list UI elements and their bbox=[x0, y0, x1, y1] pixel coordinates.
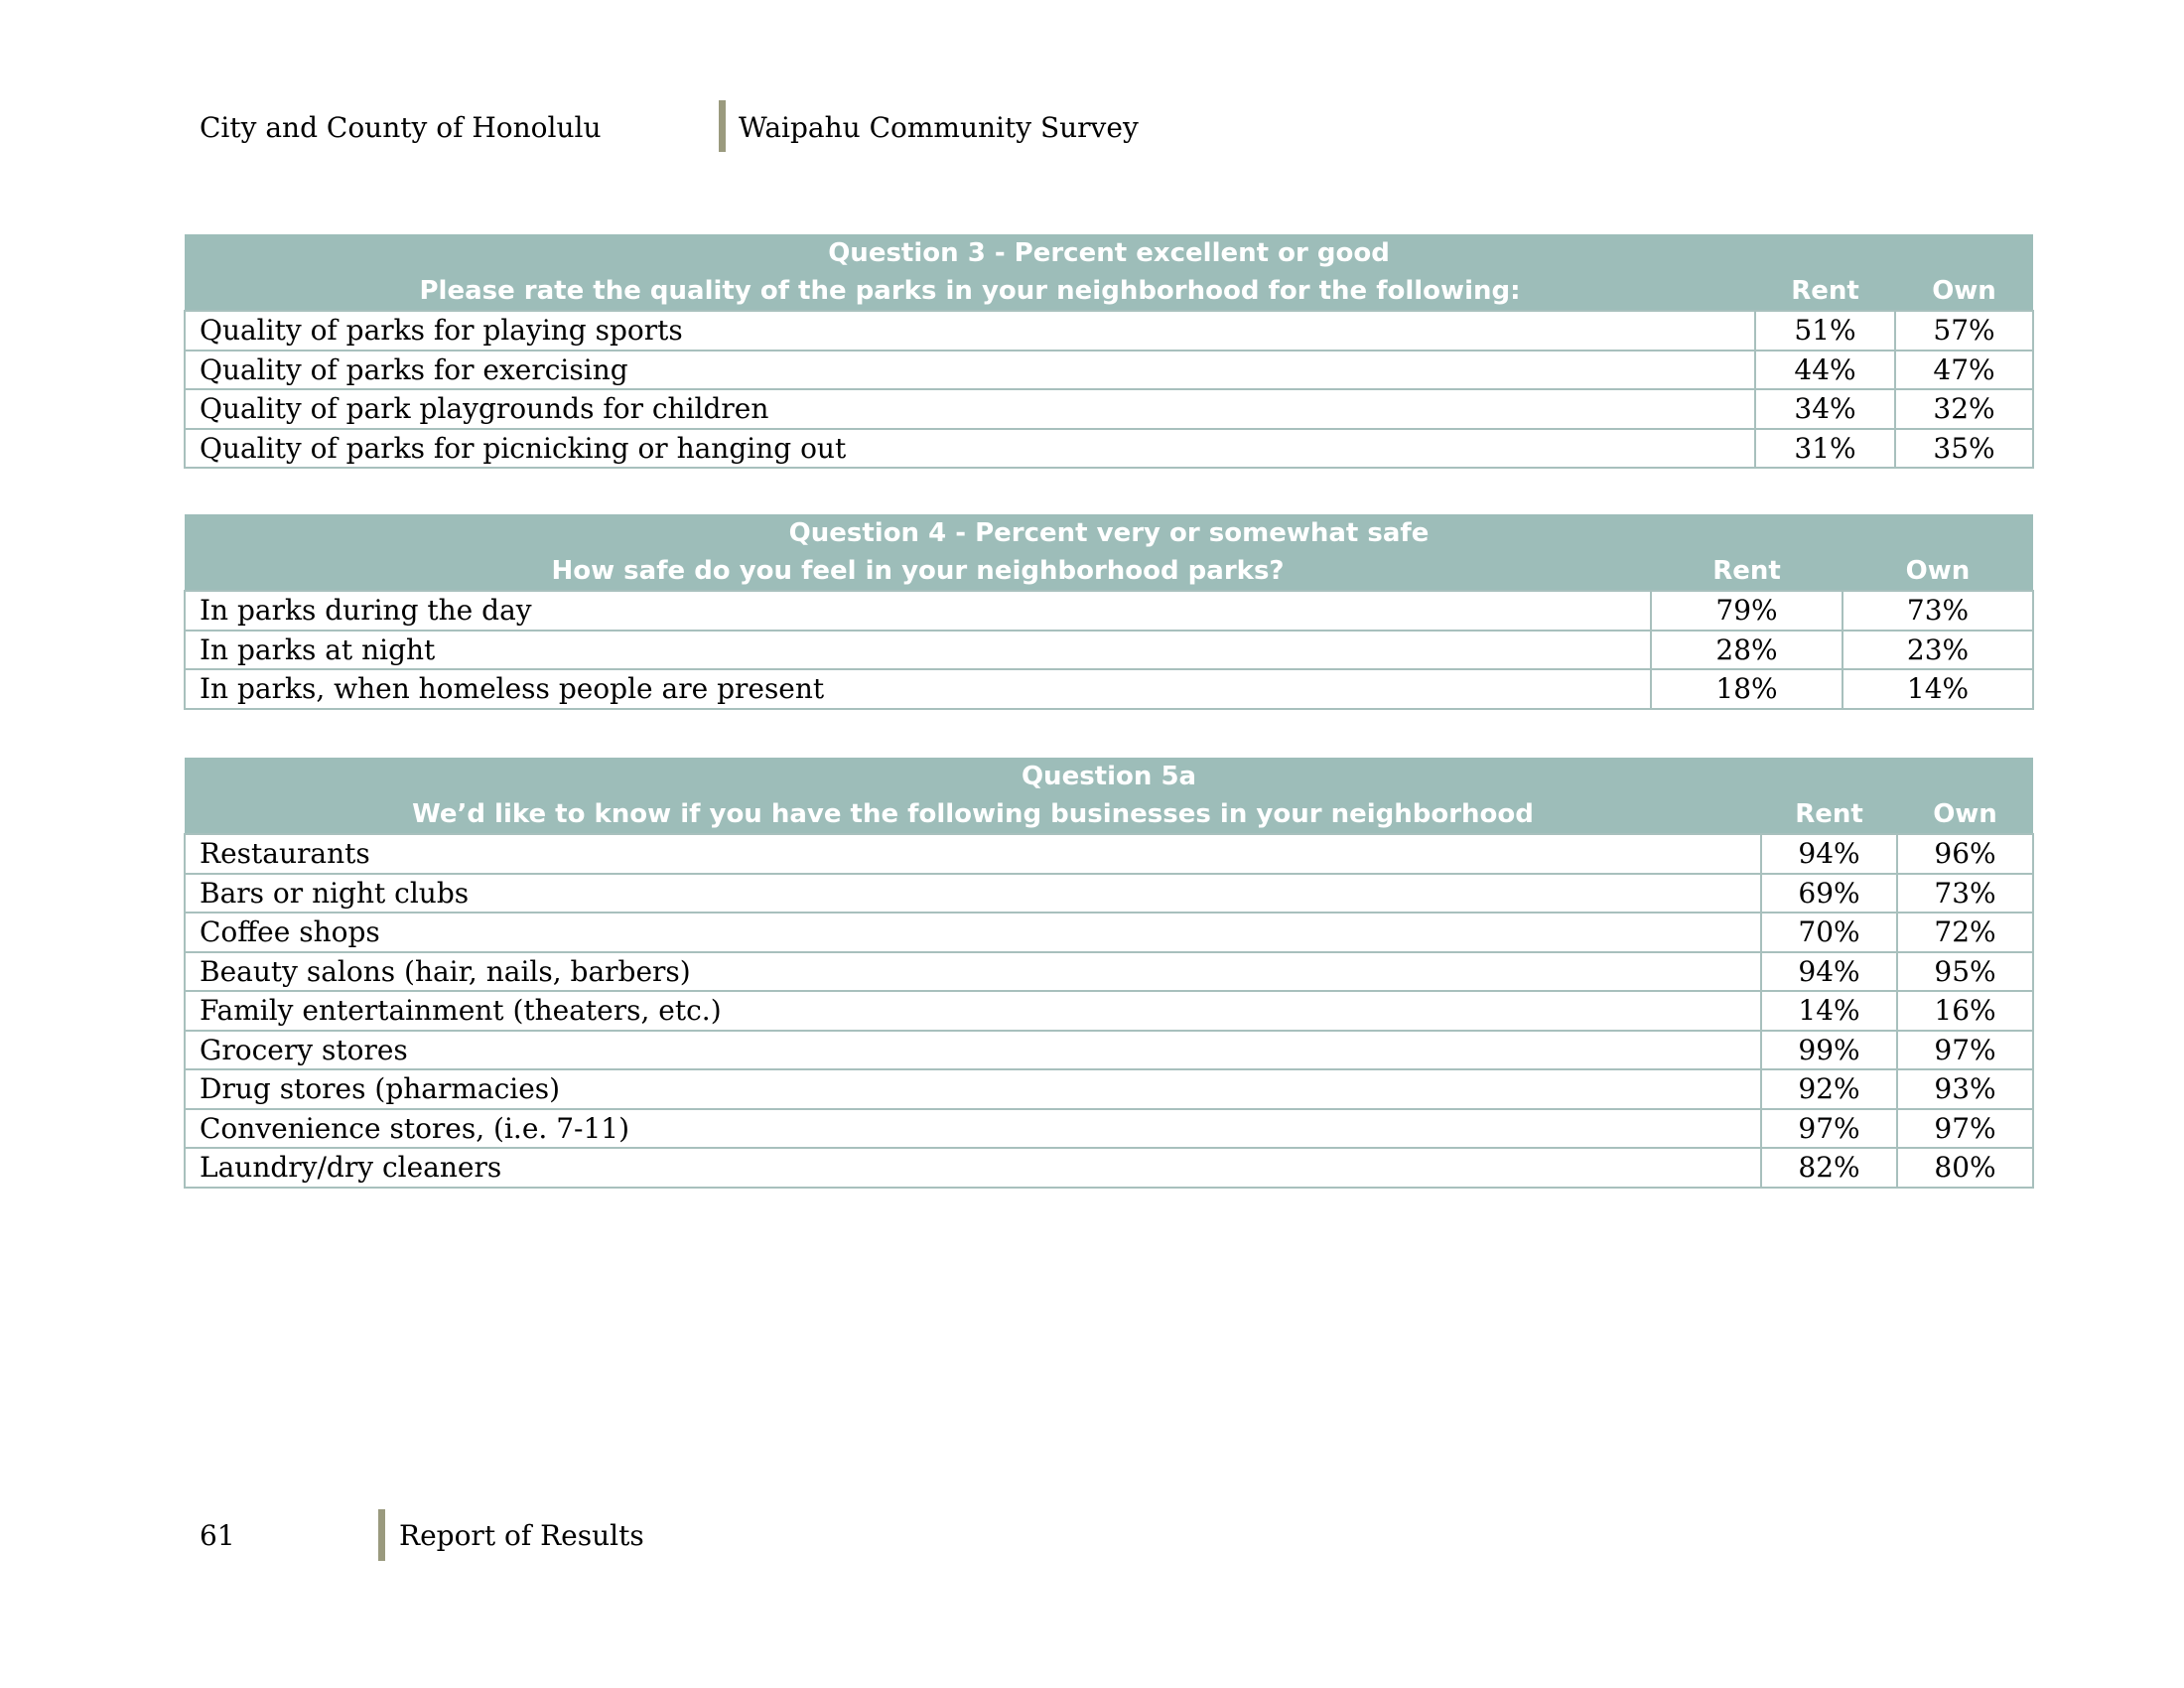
table-title: Question 4 - Percent very or somewhat safe bbox=[185, 514, 2033, 552]
row-label: Coffee shops bbox=[185, 913, 1761, 952]
rent-value: 51% bbox=[1755, 311, 1895, 351]
table-row bbox=[185, 1109, 2033, 1149]
own-value: 80% bbox=[1897, 1148, 2033, 1188]
table-row bbox=[185, 874, 2033, 914]
rent-value: 31% bbox=[1755, 429, 1895, 469]
row-label: In parks, when homeless people are present bbox=[185, 669, 1651, 709]
row-label: Quality of park playgrounds for children bbox=[185, 389, 1755, 429]
rent-value: 18% bbox=[1651, 669, 1843, 709]
rent-value: 44% bbox=[1755, 351, 1895, 390]
row-label: Bars or night clubs bbox=[185, 874, 1761, 914]
row-label: Beauty salons (hair, nails, barbers) bbox=[185, 952, 1761, 992]
rent-value: 97% bbox=[1761, 1109, 1897, 1149]
page-number: 61 bbox=[200, 1519, 235, 1552]
rent-value: 69% bbox=[1761, 874, 1897, 914]
table-subtitle: Please rate the quality of the parks in your neighborhood for the following: bbox=[185, 272, 1755, 311]
rent-value: 34% bbox=[1755, 389, 1895, 429]
own-value: 32% bbox=[1895, 389, 2033, 429]
table-row bbox=[185, 631, 2033, 670]
rent-value: 94% bbox=[1761, 952, 1897, 992]
table-title-row bbox=[185, 514, 2033, 552]
table-row bbox=[185, 1148, 2033, 1188]
table-row bbox=[185, 591, 2033, 631]
column-header-own: Own bbox=[1843, 552, 2033, 591]
own-value: 95% bbox=[1897, 952, 2033, 992]
table-row bbox=[185, 429, 2033, 469]
row-label: Quality of parks for exercising bbox=[185, 351, 1755, 390]
table-subtitle: How safe do you feel in your neighborhood parks? bbox=[185, 552, 1651, 591]
header-divider bbox=[719, 100, 726, 152]
table-row bbox=[185, 952, 2033, 992]
row-label: Quality of parks for playing sports bbox=[185, 311, 1755, 351]
table-row bbox=[185, 351, 2033, 390]
own-value: 97% bbox=[1897, 1109, 2033, 1149]
question-4-table bbox=[184, 514, 2034, 710]
own-value: 97% bbox=[1897, 1031, 2033, 1070]
rent-value: 92% bbox=[1761, 1069, 1897, 1109]
table-row bbox=[185, 669, 2033, 709]
rent-value: 70% bbox=[1761, 913, 1897, 952]
own-value: 73% bbox=[1843, 591, 2033, 631]
question-5a-table bbox=[184, 758, 2034, 1189]
row-label: Drug stores (pharmacies) bbox=[185, 1069, 1761, 1109]
question-3-table bbox=[184, 234, 2034, 469]
column-header-rent: Rent bbox=[1761, 795, 1897, 834]
row-label: Quality of parks for picnicking or hanging out bbox=[185, 429, 1755, 469]
own-value: 47% bbox=[1895, 351, 2033, 390]
own-value: 93% bbox=[1897, 1069, 2033, 1109]
own-value: 96% bbox=[1897, 834, 2033, 874]
table-title: Question 3 - Percent excellent or good bbox=[185, 234, 2033, 272]
footer-report-title: Report of Results bbox=[399, 1519, 644, 1552]
rent-value: 94% bbox=[1761, 834, 1897, 874]
table-title-row bbox=[185, 758, 2033, 795]
rent-value: 79% bbox=[1651, 591, 1843, 631]
own-value: 23% bbox=[1843, 631, 2033, 670]
table-row bbox=[185, 1069, 2033, 1109]
table-header-row bbox=[185, 795, 2033, 834]
row-label: Family entertainment (theaters, etc.) bbox=[185, 991, 1761, 1031]
own-value: 16% bbox=[1897, 991, 2033, 1031]
own-value: 35% bbox=[1895, 429, 2033, 469]
row-label: Grocery stores bbox=[185, 1031, 1761, 1070]
column-header-own: Own bbox=[1897, 795, 2033, 834]
row-label: Convenience stores, (i.e. 7-11) bbox=[185, 1109, 1761, 1149]
rent-value: 14% bbox=[1761, 991, 1897, 1031]
table-subtitle: We’d like to know if you have the following businesses in your neighborhood bbox=[185, 795, 1761, 834]
table-row bbox=[185, 1031, 2033, 1070]
own-value: 14% bbox=[1843, 669, 2033, 709]
table-row bbox=[185, 991, 2033, 1031]
row-label: In parks at night bbox=[185, 631, 1651, 670]
table-header-row bbox=[185, 272, 2033, 311]
own-value: 73% bbox=[1897, 874, 2033, 914]
row-label: Laundry/dry cleaners bbox=[185, 1148, 1761, 1188]
table-row bbox=[185, 834, 2033, 874]
table-row bbox=[185, 389, 2033, 429]
own-value: 57% bbox=[1895, 311, 2033, 351]
row-label: Restaurants bbox=[185, 834, 1761, 874]
header-organization: City and County of Honolulu bbox=[200, 111, 602, 144]
table-header-row bbox=[185, 552, 2033, 591]
rent-value: 82% bbox=[1761, 1148, 1897, 1188]
table-title-row bbox=[185, 234, 2033, 272]
table-title: Question 5a bbox=[185, 758, 2033, 795]
column-header-own: Own bbox=[1895, 272, 2033, 311]
rent-value: 99% bbox=[1761, 1031, 1897, 1070]
table-row bbox=[185, 913, 2033, 952]
row-label: In parks during the day bbox=[185, 591, 1651, 631]
own-value: 72% bbox=[1897, 913, 2033, 952]
column-header-rent: Rent bbox=[1651, 552, 1843, 591]
header-survey-title: Waipahu Community Survey bbox=[739, 111, 1139, 144]
rent-value: 28% bbox=[1651, 631, 1843, 670]
footer-divider bbox=[378, 1509, 385, 1561]
table-row bbox=[185, 311, 2033, 351]
column-header-rent: Rent bbox=[1755, 272, 1895, 311]
